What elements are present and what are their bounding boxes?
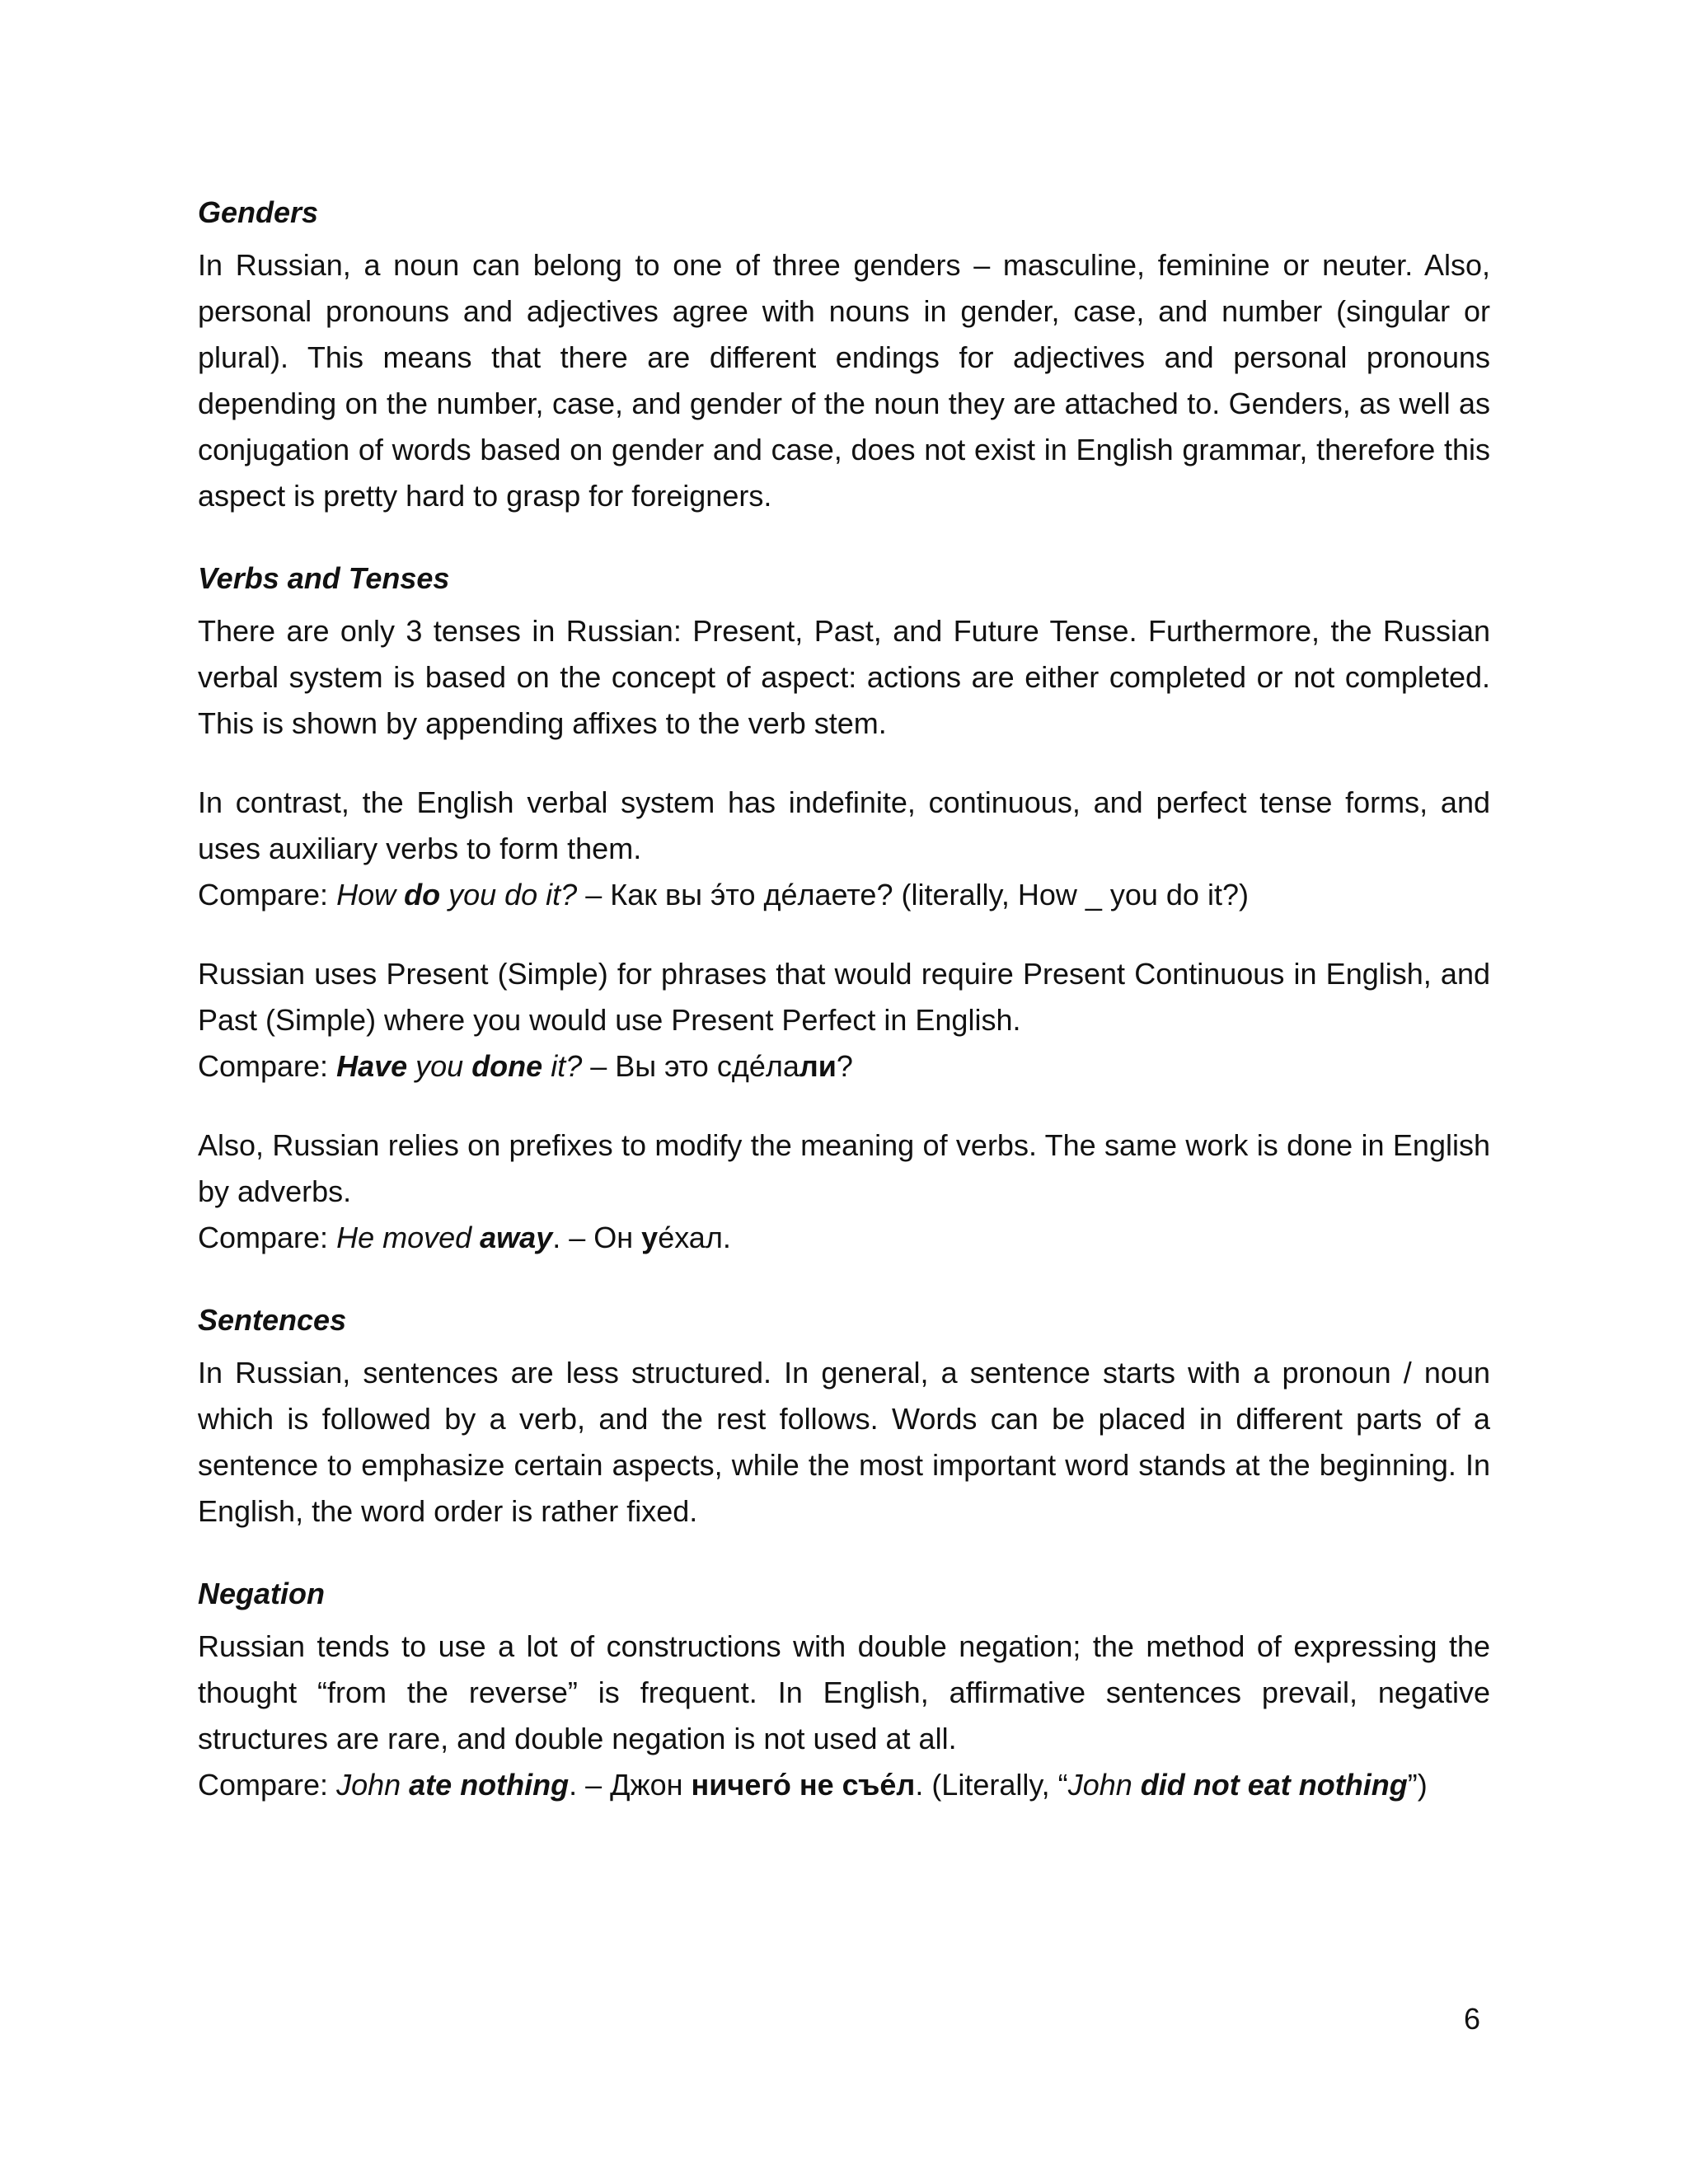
- sentences-paragraph: In Russian, sentences are less structured. In general, a sentence starts with a pronoun / noun which is followed by a verb, and the rest follows. Words can be placed in different parts of a sentence to emphasize certain aspects, while the most important word stands at the beginning. In English, the word order is rather fixed.: [198, 1356, 1490, 1528]
- section-genders: [198, 190, 1490, 519]
- verbs-paragraph-3: Russian uses Present (Simple) for phrases that would require Present Continuous in English, and Past (Simple) where you would use Present Perfect in English.: [198, 957, 1490, 1037]
- genders-paragraph: In Russian, a noun can belong to one of three genders – masculine, feminine or neuter. Also, personal pronouns and adjectives agree with nouns in gender, case, and number (singular or plural). This means that there are different endings for adjectives and personal pronouns depending on the number, case, and gender of the noun they are attached to. Genders, as well as conjugation of words based on gender and case, does not exist in English grammar, therefore this aspect is pretty hard to grasp for foreigners.: [198, 248, 1490, 513]
- verbs-group-4: [198, 1122, 1490, 1261]
- verbs-group-3: [198, 951, 1490, 1090]
- compare-line-2: Compare: Have you done it? – Вы это сде́лали?: [198, 1049, 853, 1083]
- heading-genders: Genders: [198, 195, 319, 229]
- compare-line-3: Compare: He moved away. – Он уе́хал.: [198, 1221, 731, 1254]
- section-negation: [198, 1571, 1490, 1808]
- page-number: 6: [1464, 2002, 1481, 2036]
- section-sentences: [198, 1297, 1490, 1535]
- verbs-paragraph-2: In contrast, the English verbal system has indefinite, continuous, and perfect tense forms, and uses auxiliary verbs to form them.: [198, 785, 1490, 865]
- verbs-paragraph-1: There are only 3 tenses in Russian: Present, Past, and Future Tense. Furthermore, the Russian verbal system is based on the concept of aspect: actions are either completed or not completed. This is shown by appending affixes to the verb stem.: [198, 614, 1490, 740]
- negation-paragraph: Russian tends to use a lot of constructions with double negation; the method of expressing the thought “from the reverse” is frequent. In English, affirmative sentences prevail, negative structures are rare, and double negation is not used at all.: [198, 1629, 1490, 1755]
- heading-verbs-and-tenses: Verbs and Tenses: [198, 561, 450, 595]
- heading-sentences: Sentences: [198, 1303, 347, 1337]
- verbs-group-2: [198, 780, 1490, 918]
- section-verbs-and-tenses: [198, 555, 1490, 1261]
- compare-line-4: Compare: John ate nothing. – Джон ничего́ не съе́л. (Literally, “John did not eat nothing”): [198, 1768, 1428, 1802]
- heading-negation: Negation: [198, 1577, 326, 1610]
- verbs-paragraph-4: Also, Russian relies on prefixes to modify the meaning of verbs. The same work is done in English by adverbs.: [198, 1128, 1490, 1208]
- document-page: [198, 190, 1490, 1808]
- compare-line-1: Compare: How do you do it? – Как вы э́то де́лаете? (literally, How _ you do it?): [198, 878, 1249, 912]
